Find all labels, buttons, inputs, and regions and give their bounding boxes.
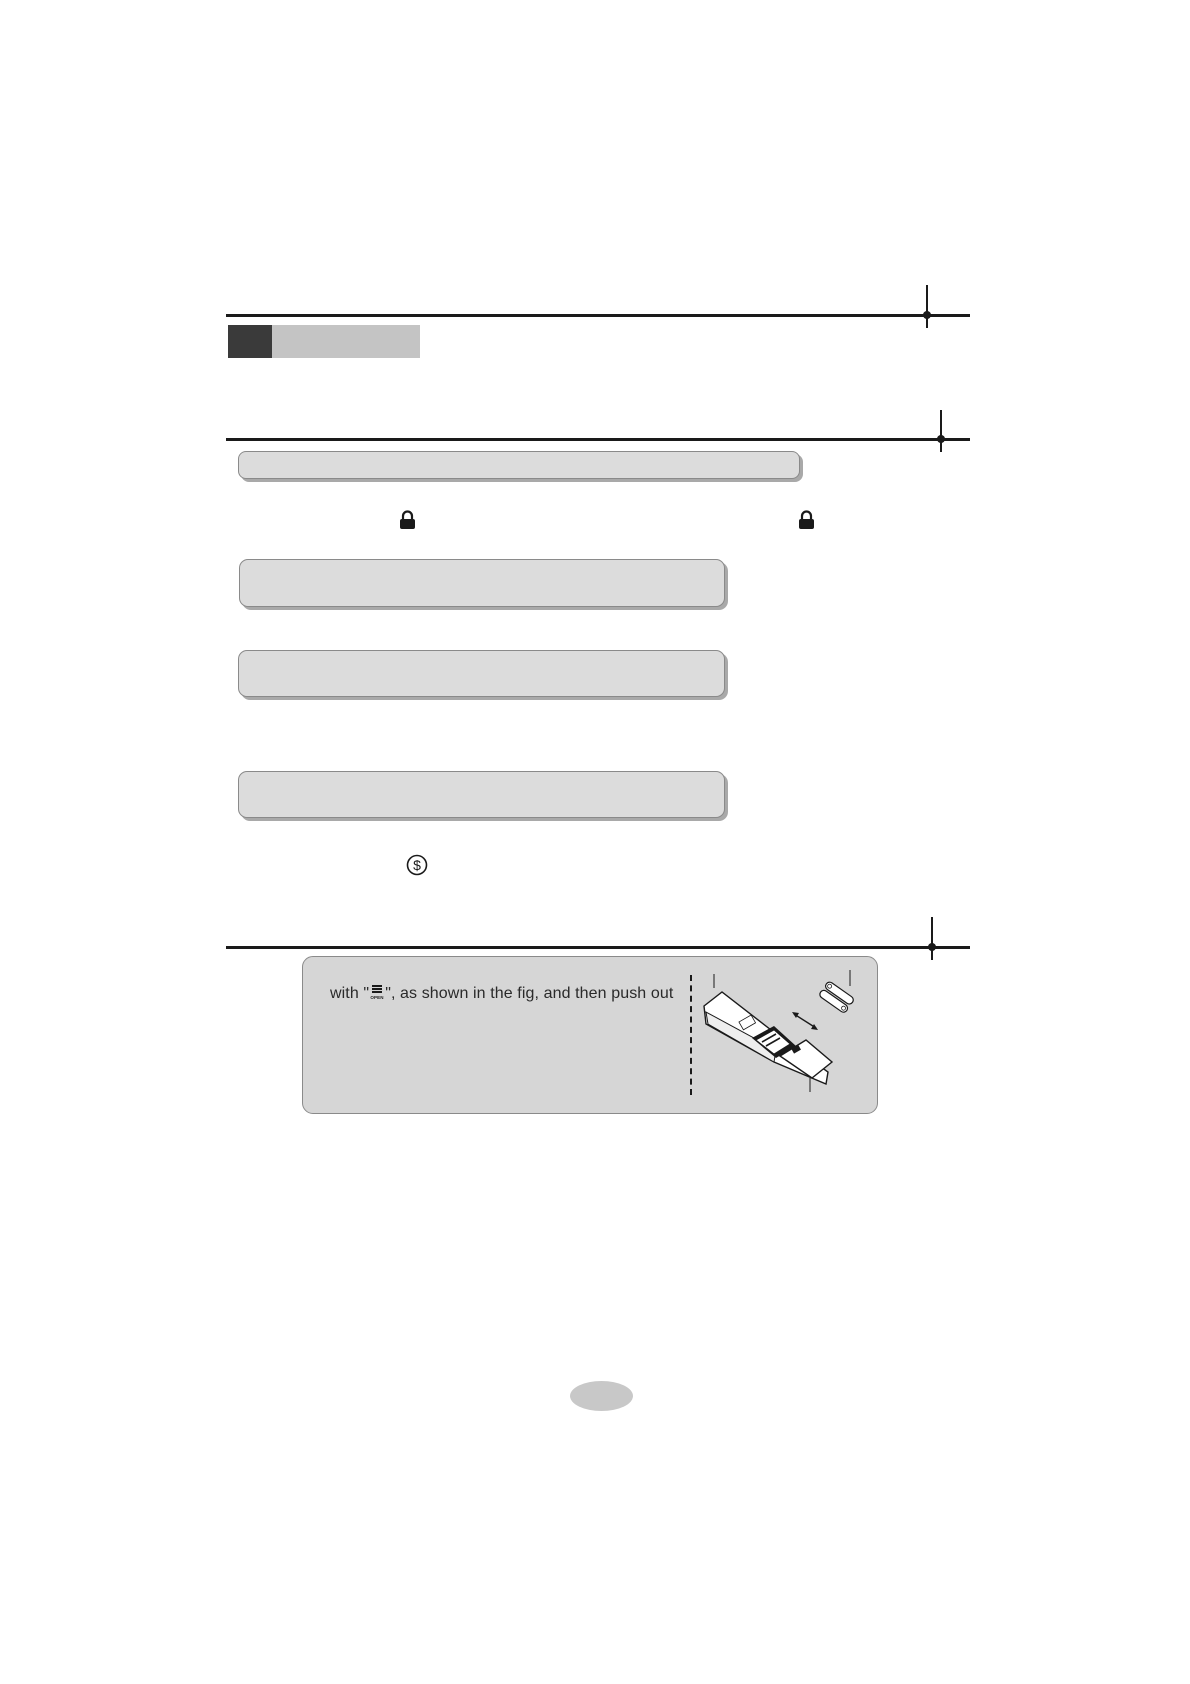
- top-crosshair-vertical: [926, 285, 928, 328]
- top-section-rule: [226, 314, 970, 317]
- dollar-circle-icon: [406, 854, 428, 876]
- section-header-tab-dark: [228, 325, 272, 358]
- svg-text:$: $: [413, 857, 421, 873]
- instruction-text-suffix: ", as shown in the fig, and then push out: [385, 985, 674, 1002]
- second-crosshair-vertical: [940, 410, 942, 452]
- info-panel-2: [238, 650, 725, 697]
- battery-crosshair-dot: [928, 943, 936, 951]
- lock-icon: [399, 510, 416, 530]
- battery-section-rule: [226, 946, 970, 949]
- remote-battery-illustration: [696, 966, 872, 1098]
- second-crosshair-dot: [937, 435, 945, 443]
- figure-divider: [690, 975, 692, 1095]
- lock-icon: [798, 510, 815, 530]
- battery-crosshair-vertical: [931, 917, 933, 960]
- battery-instruction-text: [330, 984, 673, 1003]
- page-number-oval: [570, 1381, 633, 1411]
- open-lid-icon: [369, 984, 385, 1000]
- top-crosshair-dot: [923, 311, 931, 319]
- subsection-title-panel: [238, 451, 800, 479]
- section-header-tab-light: [272, 325, 420, 358]
- second-section-rule: [226, 438, 970, 441]
- info-panel-1: [239, 559, 725, 607]
- info-panel-3: [238, 771, 725, 818]
- open-symbol-label: OPEN: [370, 995, 384, 1000]
- instruction-text-prefix: with ": [330, 985, 370, 1002]
